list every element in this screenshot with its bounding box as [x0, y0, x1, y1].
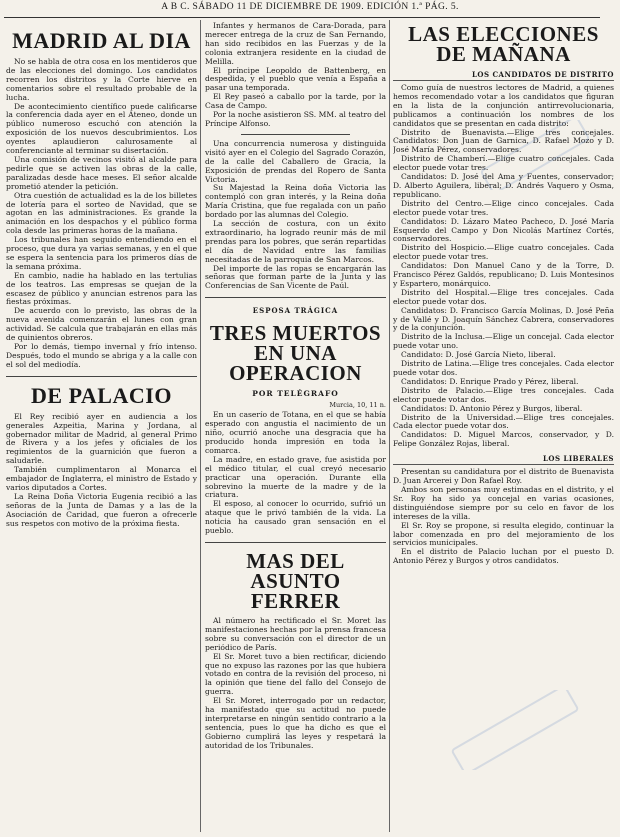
- district-entry: Candidatos: D. Miguel Marcos, conservador, y D. Felipe González Rojas, liberal.: [393, 430, 614, 449]
- district-entry: Distrito del Hospicio.—Elige cuatro concejales. Cada elector puede votar tres.: [393, 243, 614, 262]
- palacio-paragraph: La Reina Doña Victoria Eugenia recibió a las señoras de la Junta de Damas y a las de la Asociación de Caridad, que fueron a ofrecerle sus respetos con motivo de la próxima fiesta.: [6, 491, 197, 528]
- tragedy-paragraph: El esposo, al conocer lo ocurrido, sufrió un ataque que le privó también de la vida. La noticia ha causado gran sensación en el pueblo.: [205, 499, 386, 536]
- elections-headline: LAS ELECCIONES DE MAÑANA: [408, 22, 599, 66]
- court-news-paragraph: El príncipe Leopoldo de Battenberg, en despedida, y el pueblo que venía a España a pasar una temporada.: [205, 65, 386, 93]
- district-entry: Distrito del Centro.—Elige cinco concejales. Cada elector puede votar tres.: [393, 198, 614, 217]
- liberales-kicker: LOS LIBERALES: [393, 454, 614, 465]
- court-news-paragraph: Su Majestad la Reina doña Victoria las contempló con gran interés, y la Reina doña María Cristina, que fue regalada con un paño bordado por las alumnas del Colegio.: [205, 183, 386, 220]
- district-entry: Candidato: D. José García Nieto, liberal.: [401, 350, 556, 360]
- district-entry: Distrito de la Inclusa.—Elige un concejal. Cada elector puede votar uno.: [393, 332, 614, 351]
- tragedy-paragraph: La madre, en estado grave, fue asistida por el médico titular, el cual creyó necesario practicar una operación. Durante ella sobrevino la muerte de la madre y de la criatura.: [205, 454, 386, 500]
- header-rule: [4, 17, 600, 18]
- madrid-paragraph: De acuerdo con lo previsto, las obras de la nueva avenida comenzarán el lunes con gran actividad. Se calcula que trabajarán en ellas más de quinientos obreros.: [6, 306, 197, 343]
- watermark-stamp: [440, 690, 590, 770]
- liberales-paragraph: Presentan su candidatura por el distrito de Buenavista D. Juan Arcerei y Don Rafael Roy.: [393, 467, 614, 486]
- ferrer-paragraph: Al número ha rectificado el Sr. Moret las manifestaciones hechas por la prensa francesa sobre su conversación con el director de un periódico de París.: [205, 615, 386, 652]
- court-news-paragraph: Del importe de las ropas se encargarán las señoras que forman parte de la Junta y las Conferencias de San Vicente de Paúl.: [205, 263, 386, 291]
- madrid-paragraph: De acontecimiento científico puede calificarse la conferencia dada ayer en el Ateneo, donde un público numeroso escuchó con atención la exposición de los nuevos descubrimientos. Los oyentes aplaudieron calurosamente al conferenciante al terminar su disertación.: [6, 101, 197, 156]
- madrid-paragraph: En cambio, nadie ha hablado en las tertulias de los teatros. Las empresas se quejan de la escasez de público y anuncian estrenos para las fiestas próximas.: [6, 270, 197, 307]
- column-rule-2: [389, 20, 390, 832]
- district-entry: Distrito de Palacio.—Elige tres concejales. Cada elector puede votar dos.: [393, 385, 614, 404]
- district-entry: Candidatos: D. Antonio Pérez y Burgos, liberal.: [401, 403, 583, 413]
- watermark-stamp: [470, 120, 600, 190]
- palacio-paragraph: También cumplimentaron al Monarca el embajador de Inglaterra, el ministro de Estado y varios diputados a Cortes.: [6, 465, 197, 492]
- tragedy-paragraph: En un caserío de Totana, en el que se había esperado con angustia el nacimiento de un niño, ocurrió anoche una desgracia que ha producido honda impresión en toda la comarca.: [205, 410, 386, 455]
- elections-subtitle: LOS CANDIDATOS DE DISTRITO: [393, 70, 614, 81]
- district-entry: Distrito de Latina.—Elige tres concejales. Cada elector puede votar dos.: [393, 359, 614, 377]
- district-entry: Candidatos: D. Lázaro Mateo Pacheco, D. José María Esquerdo del Campo y Don Nicolás Martínez Cortés, conservadores.: [393, 216, 614, 244]
- district-entry: Candidatos: D. Enrique Prado y Pérez, liberal.: [401, 376, 579, 386]
- de-palacio-title: DE PALACIO: [31, 382, 172, 408]
- district-entry: Distrito del Hospital.—Elige tres concejales. Cada elector puede votar dos.: [393, 287, 614, 306]
- elections-intro: Como guía de nuestros lectores de Madrid, a quienes hemos recomendado votar a los candidatos que figuran en la lista de la conjunción antirrevolucionaria, publicamos a continuación los nombres de los candidatos que se presentan en cada distrito:: [393, 83, 614, 128]
- liberales-paragraph: El Sr. Roy se propone, si resulta elegido, continuar la labor comenzada en pro del mejoramiento de los servicios municipales.: [393, 520, 614, 548]
- district-entry: Distrito de Buenavista.—Elige tres concejales. Candidatos: Don Juan de Garnica, D. Rafael Mozo y D. José María Pérez, conservadores.: [393, 127, 614, 155]
- court-news-paragraph: Por la noche asistieron SS. MM. al teatro del Príncipe Alfonso.: [205, 110, 386, 128]
- district-entry: Candidatos: D. Francisco García Molinas, D. José Peña y de Vallé y D. Joaquín Sánchez Cabrera, conservadores y de la conjunción.: [393, 305, 614, 333]
- ferrer-headline: MAS DEL ASUNTO FERRER: [246, 548, 345, 613]
- short-divider: [241, 134, 350, 135]
- running-head: A B C. SÁBADO 11 DE DICIEMBRE DE 1909. EDICIÓN 1.ª PÁG. 5.: [161, 2, 459, 12]
- column-3: [393, 22, 614, 566]
- madrid-paragraph: Por lo demás, tiempo invernal y frío intenso. Después, todo el mundo se abriga y a la calle con el sol del mediodía.: [6, 342, 197, 369]
- palacio-paragraph: El Rey recibió ayer en audiencia a los generales Azpeitia, Marina y Jordana, al gobernador militar de Madrid, al general Primo de Rivera y a los jefes y oficiales de los regimientos de la guarnición que fueron a saludarle.: [6, 411, 197, 466]
- district-entry: Distrito de la Universidad.—Elige tres concejales. Cada elector puede votar dos.: [393, 412, 614, 431]
- section-divider: [205, 542, 386, 543]
- liberales-paragraph: En el distrito de Palacio luchan por el puesto D. Antonio Pérez y Burgos y otros candidatos.: [393, 547, 614, 566]
- madrid-al-dia-title: MADRID AL DIA: [12, 28, 191, 53]
- tragedy-kicker: ESPOSA TRÁGICA: [252, 306, 339, 316]
- section-divider: [6, 376, 197, 377]
- column-1: [6, 22, 197, 529]
- district-entry: Candidatos: Don Manuel Cano y de la Torre, D. Francisco Pérez Galdós, republicano; D. Luis Montesinos y Espartero, monárquico.: [393, 261, 614, 288]
- court-news-paragraph: Infantes y hermanos de Cara-Dorada, para merecer entrega de la cruz de San Fernando, han sido recibidos en las Fuerzas y de la colonia extranjera residente en la ciudad de Melilla.: [205, 22, 386, 66]
- court-news-paragraph: La sección de costura, con un éxito extraordinario, ha logrado reunir más de mil prendas para los pobres, que serán repartidas el día de Navidad entre las familias necesitadas de la parroquia de San Marcos.: [205, 219, 386, 264]
- madrid-paragraph: Otra cuestión de actualidad es la de los billetes de lotería para el sorteo de Navidad, que se agotan en las administraciones. Es grande la animación en los despachos y el público forma cola desde las primeras horas de la mañana.: [6, 190, 197, 236]
- section-divider: [205, 297, 386, 298]
- column-rule-1: [200, 20, 201, 832]
- district-entry: Distrito de Chamberí.—Elige cuatro concejales. Cada elector puede votar tres.: [393, 154, 614, 173]
- madrid-paragraph: Los tribunales han seguido entendiendo en el proceso, que dura ya varias semanas, y en el que se espera la sentencia para los primeros días de la semana próxima.: [6, 235, 197, 271]
- tragedy-dateline: Murcia, 10, 11 n.: [329, 401, 386, 410]
- court-news-paragraph: Una concurrencia numerosa y distinguida visitó ayer en el Colegio del Sagrado Corazón, de la calle del Caballero de Gracia, la Exposición de prendas del Ropero de Santa Victoria.: [205, 138, 386, 184]
- court-news-paragraph: El Rey paseó a caballo por la tarde, por la Casa de Campo.: [205, 92, 386, 111]
- madrid-paragraph: Una comisión de vecinos visitó al alcalde para pedirle que se activen las obras de la calle, paralizadas desde hace meses. El señor alcalde prometió atender la petición.: [6, 154, 197, 191]
- column-2: [205, 22, 386, 751]
- tragedy-headline: TRES MUERTOS EN UNA OPERACION: [209, 321, 382, 386]
- ferrer-paragraph: El Sr. Moret tuvo a bien rectificar, diciendo que no expuso las razones por las que hubiera votado en contra de la revisión del proceso, ni la opinión que tiene del fallo del Consejo de guerra.: [205, 651, 386, 697]
- madrid-paragraph: No se habla de otra cosa en los mentideros que de las elecciones del domingo. Los candidatos recorren los distritos y la Corte hierve en comentarios sobre el resultado probable de la lucha.: [6, 57, 197, 102]
- district-entry: Candidatos: D. José del Ama y Fuentes, conservador; D. Alberto Aguilera, liberal; D. Andrés Vaquero y Osma, republicano.: [393, 172, 614, 199]
- ferrer-paragraph: El Sr. Moret, interrogado por un redactor, ha manifestado que su actitud no puede interpretarse en ningún sentido contrario a la sentencia, pues lo que ha dicho es que el Gobierno cumplirá las leyes y respetará la autoridad de los Tribunales.: [205, 696, 386, 750]
- liberales-paragraph: Ambos son personas muy estimadas en el distrito, y el Sr. Roy ha sido ya concejal en varias ocasiones, distinguiéndose siempre por su celo en favor de los intereses de la villa.: [393, 484, 614, 521]
- tragedy-byline: POR TELÉGRAFO: [252, 389, 339, 399]
